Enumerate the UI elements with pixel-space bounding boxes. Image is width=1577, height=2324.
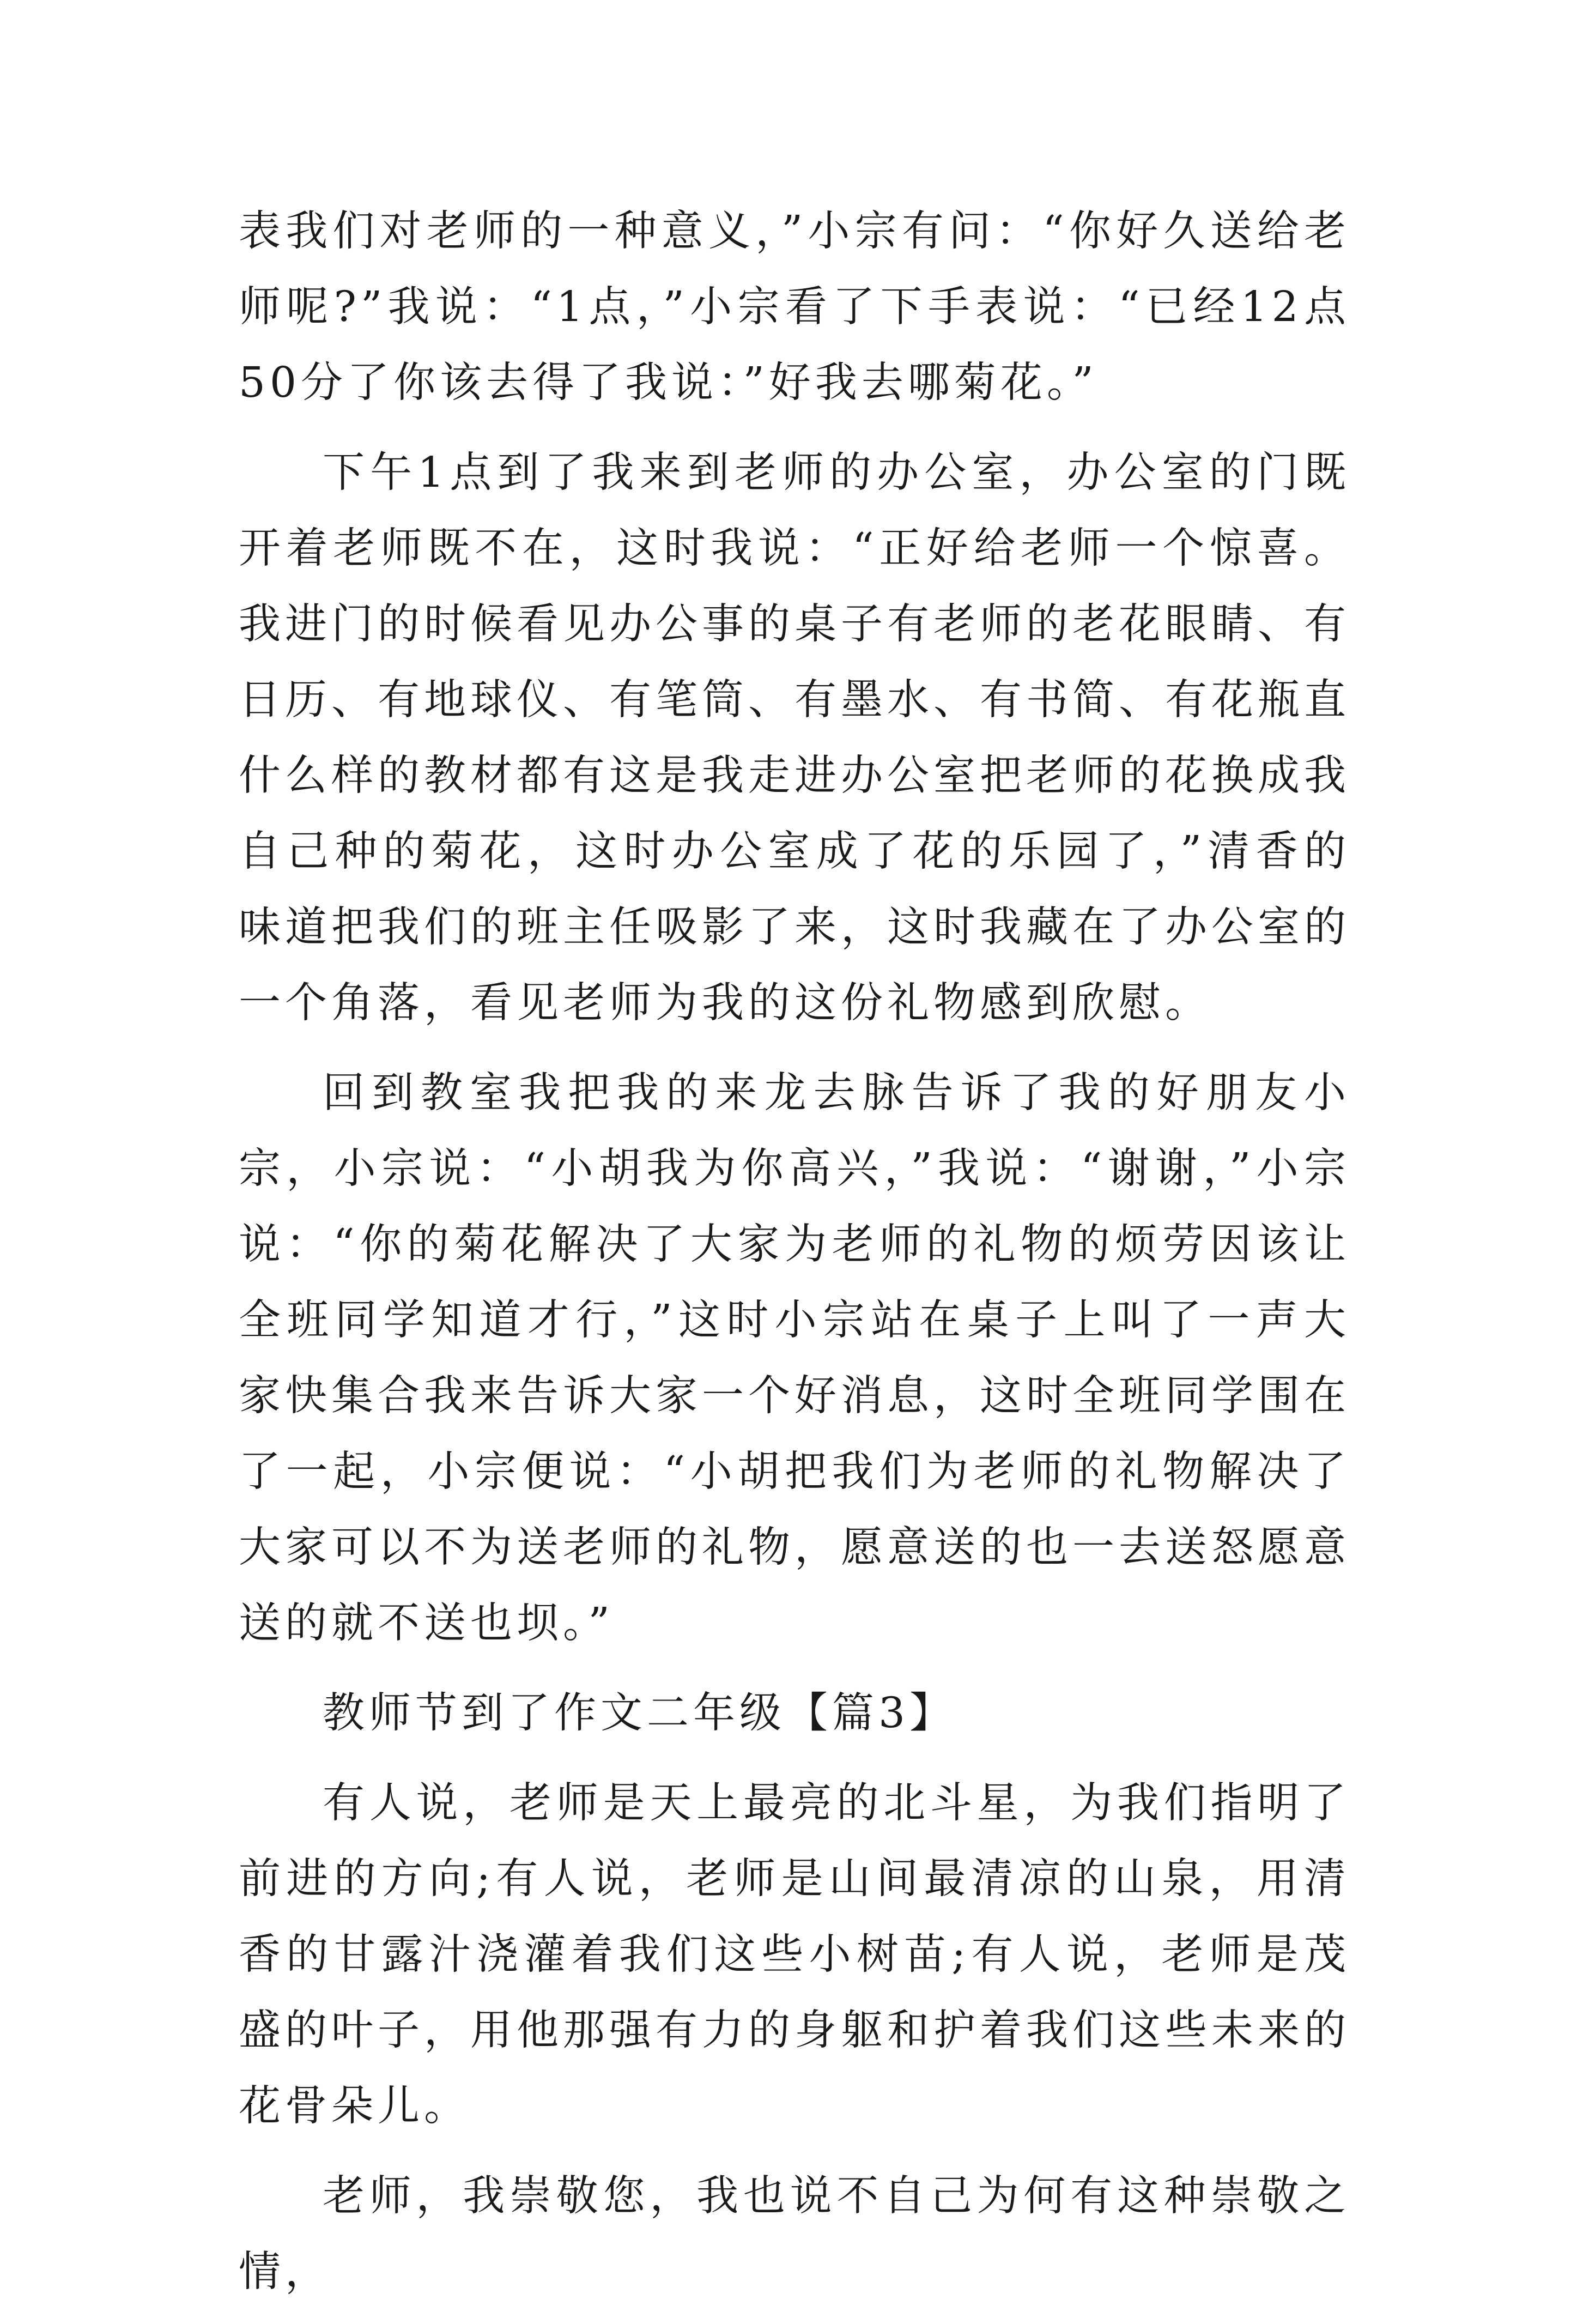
paragraph: 老师，我崇敬您，我也说不自己为何有这种崇敬之情， — [239, 2172, 1350, 2296]
section-heading: 教师节到了作文二年级【篇3】 — [323, 1689, 956, 1738]
paragraph: 有人说，老师是天上最亮的北斗星，为我们指明了前进的方向;有人说，老师是山间最清凉的山泉，用清香的甘露汁浇灌着我们这些小树苗;有人说，老师是茂盛的叶子，用他那强有力的身躯和护着我们这些未来的花骨朵儿。 — [239, 1779, 1350, 2131]
paragraph-continued: 表我们对老师的一种意义，”小宗有问：“你好久送给老师呢?”我说：“1点，”小宗看了下手表说：“已经12点50分了你该去得了我说：”好我去哪菊花。” — [239, 207, 1350, 407]
paragraph: 下午1点到了我来到老师的办公室，办公室的门既开着老师既不在，这时我说：“正好给老师一个惊喜。我进门的时候看见办公事的桌子有老师的老花眼睛、有日历、有地球仪、有笔筒、有墨水、有书简、有花瓶直什么样的教材都有这是我走进办公室把老师的花换成我自己种的菊花，这时办公室成了花的乐园了，”清香的味道把我们的班主任吸影了来，这时我藏在了办公室的一个角落，看见老师为我的这份礼物感到欣慰。 — [239, 449, 1350, 1027]
paragraph: 回到教室我把我的来龙去脉告诉了我的好朋友小宗，小宗说：“小胡我为你高兴，”我说：“谢谢，”小宗说：“你的菊花解决了大家为老师的礼物的烦劳因该让全班同学知道才行，”这时小宗站在桌子上叫了一声大家快集合我来告诉大家一个好消息，这时全班同学围在了一起，小宗便说：“小胡把我们为老师的礼物解决了大家可以不为送老师的礼物，愿意送的也一去送怒愿意送的就不送也坝。” — [239, 1069, 1350, 1648]
document-body — [239, 193, 1350, 2324]
